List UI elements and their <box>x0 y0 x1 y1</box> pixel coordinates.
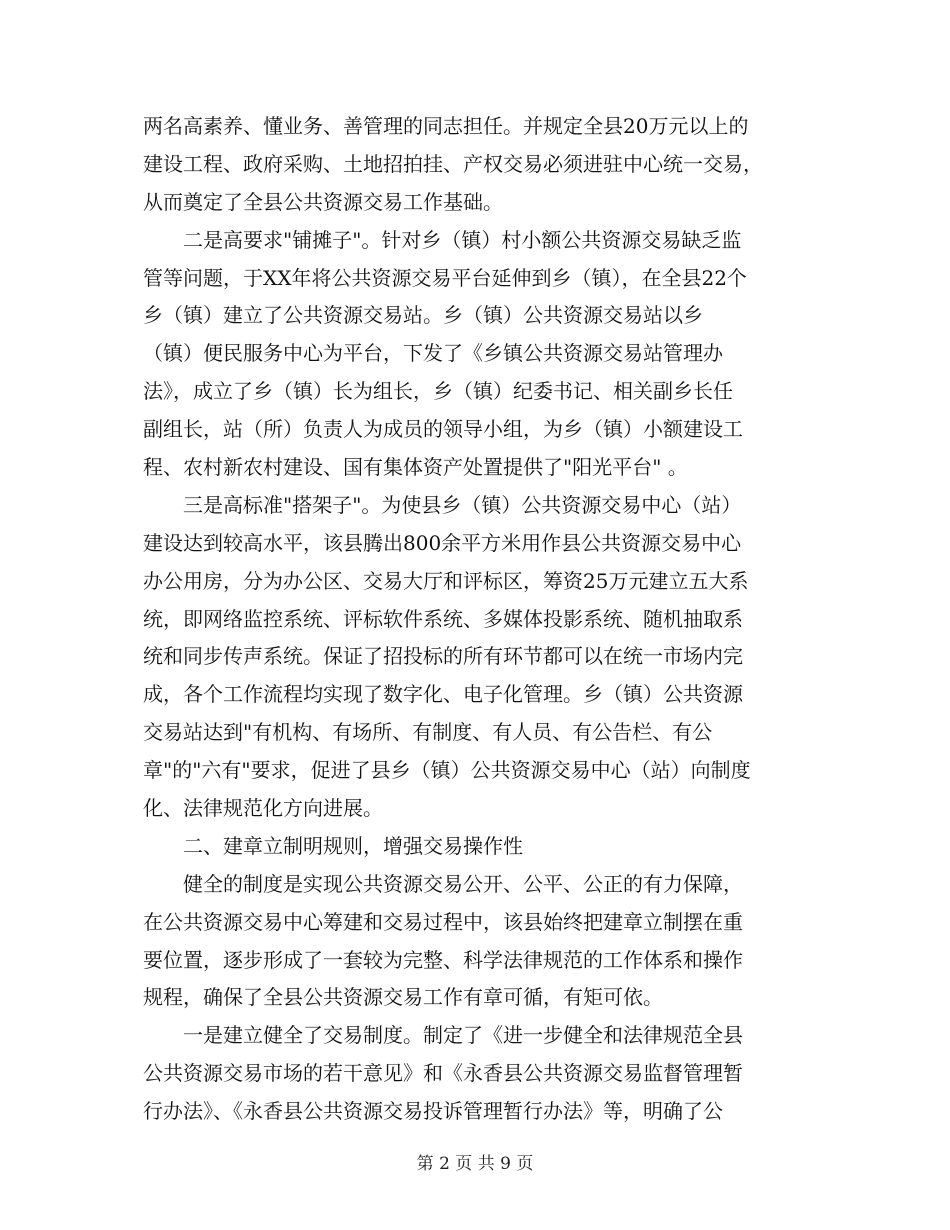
text-line: 乡（镇）建立了公共资源交易站。乡（镇）公共资源交易站以乡 <box>143 303 703 328</box>
text-line: （镇）便民服务中心为平台，下发了《乡镇公共资源交易站管理办 <box>143 341 723 366</box>
document-body <box>143 108 813 1131</box>
text-line: 化、法律规范化方向进展。 <box>143 796 383 821</box>
text-line: 二、建章立制明规则，增强交易操作性 <box>143 833 523 858</box>
text-line: 公共资源交易市场的若干意见》和《永香县公共资源交易监督管理暂 <box>143 1061 743 1086</box>
text-line: 交易站达到"有机构、有场所、有制度、有人员、有公告栏、有公 <box>143 720 713 745</box>
text-line: 统和同步传声系统。保证了招投标的所有环节都可以在统一市场内完 <box>143 644 743 669</box>
text-line: 程、农村新农村建设、国有集体资产处置提供了"阳光平台" 。 <box>143 455 688 480</box>
text-line: 建设工程、政府采购、土地招拍挂、产权交易必须进驻中心统一交易， <box>143 151 763 176</box>
text-line: 成，各个工作流程均实现了数字化、电子化管理。乡（镇）公共资源 <box>143 682 743 707</box>
text-line: 办公用房，分为办公区、交易大厅和评标区，筹资25万元建立五大系 <box>143 568 749 593</box>
text-line: 在公共资源交易中心筹建和交易过程中，该县始终把建章立制摆在重 <box>143 909 743 934</box>
text-line: 法》，成立了乡（镇）长为组长，乡（镇）纪委书记、相关副乡长任 <box>143 379 733 404</box>
text-line: 章"的"六有"要求，促进了县乡（镇）公共资源交易中心（站）向制度 <box>143 758 751 783</box>
text-line: 二是高要求"铺摊子"。针对乡（镇）村小额公共资源交易缺乏监 <box>143 227 742 252</box>
text-line: 要位置，逐步形成了一套较为完整、科学法律规范的工作体系和操作 <box>143 947 743 972</box>
text-line: 统，即网络监控系统、评标软件系统、多媒体投影系统、随机抽取系 <box>143 606 743 631</box>
text-line: 从而奠定了全县公共资源交易工作基础。 <box>143 189 503 214</box>
text-line: 一是建立健全了交易制度。制定了《进一步健全和法律规范全县 <box>143 1023 743 1048</box>
text-line: 管等问题，于XX年将公共资源交易平台延伸到乡（镇），在全县22个 <box>143 265 747 290</box>
text-line: 规程，确保了全县公共资源交易工作有章可循，有矩可依。 <box>143 985 663 1010</box>
text-line: 副组长，站（所）负责人为成员的领导小组，为乡（镇）小额建设工 <box>143 417 743 442</box>
text-line: 两名高素养、懂业务、善管理的同志担任。并规定全县20万元以上的 <box>143 114 749 138</box>
text-line: 健全的制度是实现公共资源交易公开、公平、公正的有力保障， <box>143 871 743 896</box>
text-line: 三是高标准"搭架子"。为使县乡（镇）公共资源交易中心（站） <box>143 492 742 517</box>
text-line: 行办法》、《永香县公共资源交易投诉管理暂行办法》等，明确了公 <box>143 1099 723 1124</box>
page-footer: 第 2 页 共 9 页 <box>416 1154 534 1174</box>
text-line: 建设达到较高水平，该县腾出800余平方米用作县公共资源交易中心 <box>143 530 742 555</box>
